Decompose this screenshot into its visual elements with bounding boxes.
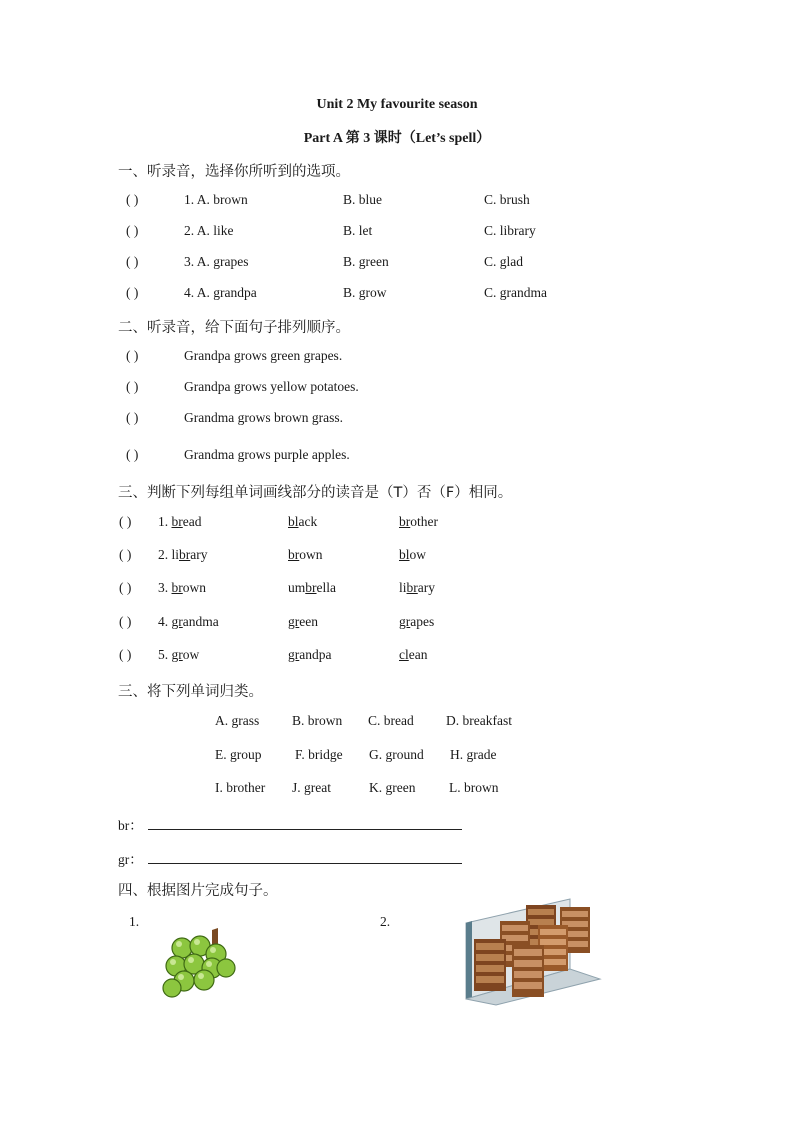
option-a: 4. A. grandpa (184, 285, 257, 300)
section4-heading: 三、将下列单词归类。 (118, 684, 263, 700)
option-c: C. library (484, 223, 536, 238)
option-c: C. glad (484, 254, 523, 269)
word-2: brown (288, 547, 323, 562)
tf-blank[interactable]: ( ) (119, 547, 132, 562)
word-3: clean (399, 647, 428, 662)
word-bank-item: F. bridge (295, 747, 343, 762)
word-bank-item: C. bread (368, 713, 414, 728)
section5-heading: 四、根据图片完成句子。 (118, 883, 278, 899)
page-title: Unit 2 My favourite season (316, 97, 478, 112)
option-a: 2. A. like (184, 223, 234, 238)
sentence: Grandma grows brown grass. (184, 410, 343, 425)
word-bank-item: J. great (292, 780, 331, 795)
order-blank[interactable]: ( ) (126, 410, 139, 425)
answer-blank[interactable]: ( ) (126, 254, 139, 269)
option-c: C. brush (484, 192, 530, 207)
word-3: brother (399, 514, 438, 529)
br-label: br： (118, 818, 143, 833)
section2-heading: 二、听录音，给下面句子排列顺序。 (118, 320, 350, 336)
option-b: B. grow (343, 285, 387, 300)
section3-heading: 三、判断下列每组单词画线部分的读音是（T）否（F）相同。 (118, 485, 513, 501)
word-bank-item: A. grass (215, 713, 260, 728)
word-bank-item: I. brother (215, 780, 266, 795)
gr-answer-line[interactable] (148, 863, 462, 864)
word-bank-item: D. breakfast (446, 713, 512, 728)
word-2: black (288, 514, 318, 529)
sentence: Grandpa grows yellow potatoes. (184, 379, 359, 394)
word-3: grapes (399, 614, 435, 629)
sentence: Grandpa grows green grapes. (184, 348, 343, 363)
word-2: green (288, 614, 318, 629)
br-answer-line[interactable] (148, 829, 462, 830)
order-blank[interactable]: ( ) (126, 348, 139, 363)
word-group-4: 4. grandma (158, 614, 219, 629)
question-number-1: 1. (129, 914, 140, 929)
tf-blank[interactable]: ( ) (119, 580, 132, 595)
option-c: C. grandma (484, 285, 547, 300)
order-blank[interactable]: ( ) (126, 379, 139, 394)
order-blank[interactable]: ( ) (126, 447, 139, 462)
tf-blank[interactable]: ( ) (119, 514, 132, 529)
option-b: B. green (343, 254, 389, 269)
option-b: B. let (343, 223, 373, 238)
word-group-2: 2. library (158, 547, 208, 562)
tf-blank[interactable]: ( ) (119, 647, 132, 662)
word-group-3: 3. brown (158, 580, 206, 595)
word-bank-item: K. green (369, 780, 416, 795)
question-number-2: 2. (380, 914, 391, 929)
gr-label: gr： (118, 852, 143, 867)
answer-blank[interactable]: ( ) (126, 223, 139, 238)
option-a: 3. A. grapes (184, 254, 249, 269)
option-b: B. blue (343, 192, 382, 207)
word-group-5: 5. grow (158, 647, 200, 662)
word-3: blow (399, 547, 427, 562)
section1-heading: 一、听录音，选择你所听到的选项。 (118, 164, 350, 180)
grapes-icon (158, 926, 240, 1002)
word-bank-item: E. group (215, 747, 262, 762)
sentence: Grandma grows purple apples. (184, 447, 350, 462)
page-subtitle: Part A 第 3 课时（Let’s spell） (303, 131, 491, 146)
word-3: library (399, 580, 436, 595)
tf-blank[interactable]: ( ) (119, 614, 132, 629)
option-a: 1. A. brown (184, 192, 248, 207)
word-bank-item: G. ground (369, 747, 424, 762)
answer-blank[interactable]: ( ) (126, 285, 139, 300)
word-group-1: 1. bread (158, 514, 202, 529)
word-2: umbrella (288, 580, 337, 595)
word-bank-item: B. brown (292, 713, 343, 728)
answer-blank[interactable]: ( ) (126, 192, 139, 207)
word-bank-item: H. grade (450, 747, 497, 762)
word-bank-item: L. brown (449, 780, 499, 795)
word-2: grandpa (288, 647, 332, 662)
library-icon (462, 895, 602, 1007)
